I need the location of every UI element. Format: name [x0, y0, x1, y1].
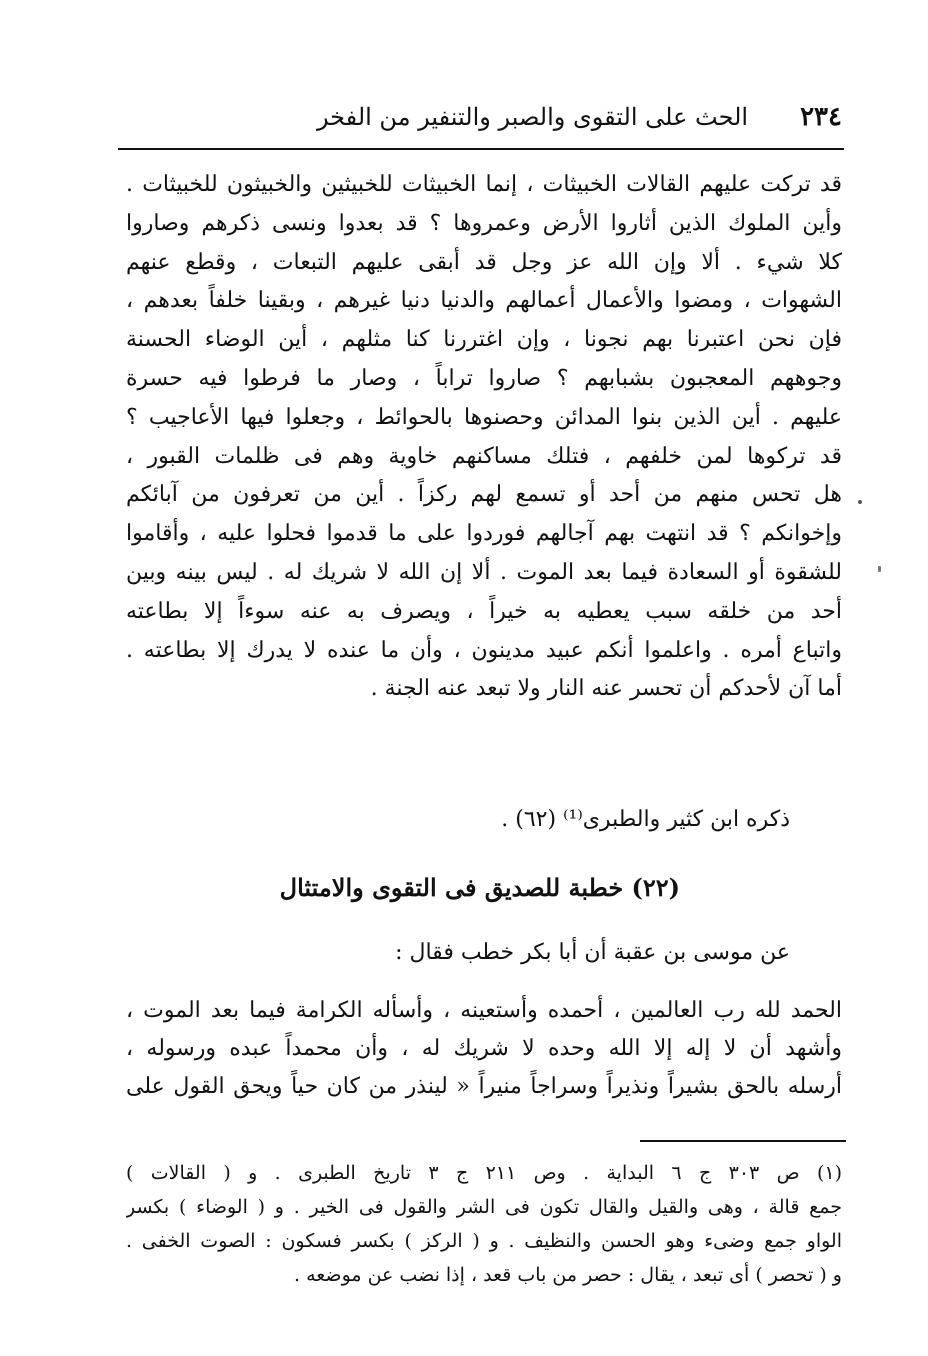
- footnote-line: و ( تحصر ) أى تبعد ، يقال : حصر من باب قعد ، إذا نضب عن موضعه .: [294, 1264, 842, 1286]
- running-title: الحث على التقوى والصبر والتنفير من الفخر: [316, 103, 749, 131]
- body-line: عليهم . أين الذين بنوا المدائن وحصنوها بالحوائط ، وجعلوا فيها الأعاجيب ؟: [126, 404, 842, 430]
- page-number: ٢٣٤: [800, 102, 842, 132]
- body-line: وإخوانكم ؟ قد انتهت بهم آجالهم فوردوا على ما قدموا فحلوا عليه ، وأقاموا: [126, 521, 842, 547]
- footnote-line: جمع قالة ، وهى والقيل والقال تكون فى الشر والقول فى الخير . و ( الوضاء ) بكسر: [126, 1196, 842, 1218]
- body-line: وجوههم المعجبون بشبابهم ؟ صاروا تراباً ، وصار ما فرطوا فيه حسرة: [126, 365, 842, 391]
- footnote-rule: [640, 1140, 846, 1142]
- sermon-line: أرسله بالحق بشيراً ونذيراً وسراجاً منيراً « لينذر من كان حياً ويحق القول على: [126, 1074, 842, 1099]
- source-citation: ذكره ابن كثير والطبرى⁽¹⁾ (٦٢) .: [501, 807, 790, 832]
- body-line: أحد من خلقه سبب يعطيه به خيراً ، ويصرف به عنه سوءاً إلا بطاعته: [126, 598, 842, 624]
- body-line: واتباع أمره . واعلموا أنكم عبيد مدينون ، وأن ما عنده لا يدرك إلا بطاعته .: [126, 637, 842, 663]
- sermon-body-continued: [126, 166, 842, 709]
- sermon-line: وأشهد أن لا إله إلا الله وحده لا شريك له ، وأن محمداً عبده ورسوله ،: [126, 1036, 842, 1061]
- header-rule: [118, 148, 844, 150]
- body-line: للشقوة أو السعادة فيما بعد الموت . ألا إن الله لا شريك له . ليس بينه وبين: [126, 559, 842, 585]
- body-line: الشهوات ، ومضوا والأعمال أعمالهم والدنيا دنيا غيرهم ، وبقينا خلفاً بعدهم ،: [126, 288, 842, 314]
- isnad-intro: عن موسى بن عقبة أن أبا بكر خطب فقال :: [395, 940, 790, 965]
- body-line: وأين الملوك الذين أثاروا الأرض وعمروها ؟ قد بعدوا ونسى ذكرهم وصاروا: [126, 210, 842, 236]
- body-line: هل تحس منهم من أحد أو تسمع لهم ركزاً . أين من تعرفون من آبائكم: [126, 482, 842, 508]
- body-line: كلا شيء . ألا وإن الله عز وجل قد أبقى عليهم التبعات ، وقطع عنهم: [126, 249, 842, 275]
- body-line: قد تركوها لمن خلفهم ، فتلك مساكنهم خاوية وهم فى ظلمات القبور ،: [126, 443, 842, 469]
- footnote-line: الواو جمع وضىء وهو الحسن والنظيف . و ( الركز ) بكسر فسكون : الصوت الخفى .: [126, 1230, 842, 1252]
- section-heading: (٢٢) خطبة للصديق فى التقوى والامتثال: [279, 873, 680, 902]
- footnote-line: (١) ص ٣٠٣ ج ٦ البداية . وص ٢١١ ج ٣ تاريخ الطبرى . و ( القالات ): [126, 1162, 842, 1184]
- scan-speck: [858, 500, 862, 504]
- body-line: قد تركت عليهم القالات الخبيثات ، إنما الخبيثات للخبيثين والخبيثون للخبيثات .: [126, 172, 842, 197]
- body-line: أما آن لأحدكم أن تحسر عنه النار ولا تبعد عنه الجنة .: [370, 676, 842, 702]
- footnotes: [126, 1156, 842, 1292]
- sermon-body: [126, 992, 842, 1106]
- running-head: [262, 92, 842, 142]
- body-line: فإن نحن اعتبرنا بهم نجونا ، وإن اغتررنا كنا مثلهم ، أين الوضاء الحسنة: [126, 327, 842, 353]
- sermon-line: الحمد لله رب العالمين ، أحمده وأستعينه ، وأسأله الكرامة فيما بعد الموت ،: [126, 998, 842, 1023]
- scan-speck: [878, 566, 881, 572]
